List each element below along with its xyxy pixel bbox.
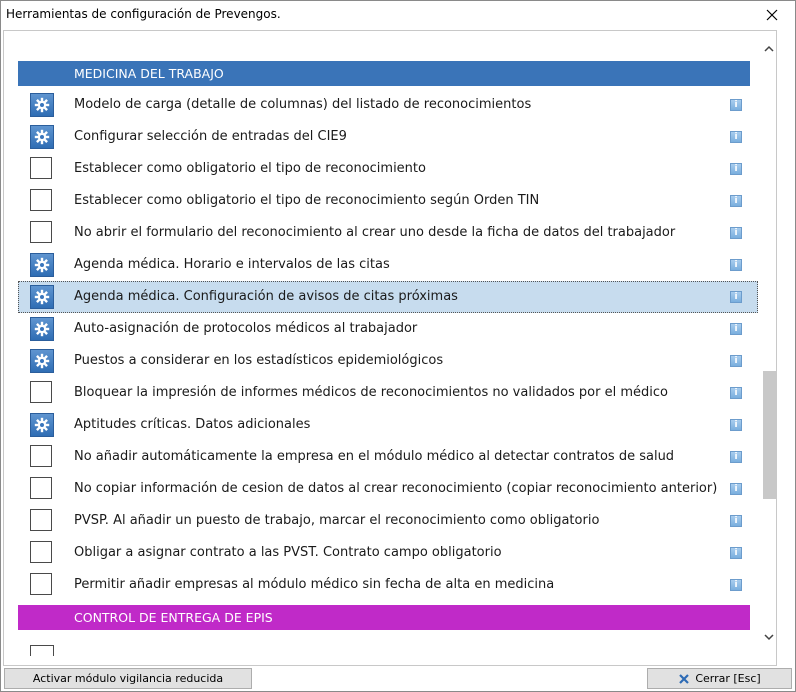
chevron-up-icon bbox=[764, 45, 774, 53]
option-label: Establecer como obligatorio el tipo de reconocimiento según Orden TIN bbox=[74, 193, 540, 208]
gear-icon[interactable] bbox=[30, 253, 54, 277]
activar-button-label: Activar módulo vigilancia reducida bbox=[32, 672, 224, 685]
option-checkbox[interactable] bbox=[30, 221, 52, 243]
option-row[interactable] bbox=[18, 441, 758, 473]
option-row[interactable] bbox=[18, 217, 758, 249]
close-button[interactable] bbox=[749, 1, 795, 29]
option-checkbox[interactable] bbox=[30, 157, 52, 179]
option-row[interactable] bbox=[18, 249, 758, 281]
gear-icon[interactable] bbox=[30, 349, 54, 373]
option-checkbox[interactable] bbox=[30, 573, 52, 595]
info-icon[interactable]: i bbox=[730, 547, 742, 559]
chevron-down-icon bbox=[764, 633, 774, 641]
option-label: Auto-asignación de protocolos médicos al trabajador bbox=[74, 321, 418, 336]
option-label: Permitir añadir empresas al módulo médico sin fecha de alta en medicina bbox=[74, 577, 555, 592]
option-label: PVSP. Al añadir un puesto de trabajo, marcar el reconocimiento como obligatorio bbox=[74, 513, 600, 528]
vertical-scrollbar[interactable] bbox=[762, 31, 776, 665]
cerrar-button[interactable] bbox=[647, 668, 792, 689]
scroll-thumb[interactable] bbox=[763, 371, 776, 499]
info-icon[interactable]: i bbox=[730, 131, 742, 143]
option-row[interactable] bbox=[18, 505, 758, 537]
section-header bbox=[18, 61, 750, 86]
info-icon[interactable]: i bbox=[730, 355, 742, 367]
info-icon[interactable]: i bbox=[730, 483, 742, 495]
option-checkbox[interactable] bbox=[30, 477, 52, 499]
option-row[interactable] bbox=[18, 409, 758, 441]
option-label: Configurar selección de entradas del CIE9 bbox=[74, 129, 347, 144]
gear-icon[interactable] bbox=[30, 317, 54, 341]
scroll-up-button[interactable] bbox=[762, 45, 776, 59]
option-label: Agenda médica. Configuración de avisos de citas próximas bbox=[74, 289, 458, 304]
option-label: Puestos a considerar en los estadísticos epidemiológicos bbox=[74, 353, 444, 368]
option-row[interactable] bbox=[18, 89, 758, 121]
info-icon[interactable]: i bbox=[730, 419, 742, 431]
info-icon[interactable]: i bbox=[730, 291, 742, 303]
section-header bbox=[18, 605, 750, 630]
option-label: Modelo de carga (detalle de columnas) del listado de reconocimientos bbox=[74, 97, 532, 112]
info-icon[interactable]: i bbox=[730, 515, 742, 527]
option-row[interactable] bbox=[18, 537, 758, 569]
gear-icon[interactable] bbox=[30, 285, 54, 309]
info-icon[interactable]: i bbox=[730, 323, 742, 335]
option-row[interactable] bbox=[18, 185, 758, 217]
option-row[interactable] bbox=[18, 121, 758, 153]
info-icon[interactable]: i bbox=[730, 163, 742, 175]
option-label: Bloquear la impresión de informes médicos de reconocimientos no validados por el médico bbox=[74, 385, 668, 400]
option-label: No copiar información de cesion de datos al crear reconocimiento (copiar reconocimiento anterior) bbox=[74, 481, 718, 496]
option-label: No abrir el formulario del reconocimiento al crear uno desde la ficha de datos del trabajador bbox=[74, 225, 676, 240]
options-list bbox=[4, 31, 762, 665]
option-checkbox[interactable] bbox=[30, 509, 52, 531]
gear-icon[interactable] bbox=[30, 413, 54, 437]
section-title: MEDICINA DEL TRABAJO bbox=[74, 66, 224, 81]
option-row[interactable] bbox=[18, 153, 758, 185]
option-row[interactable] bbox=[18, 569, 758, 601]
option-row[interactable] bbox=[18, 281, 758, 313]
info-icon[interactable]: i bbox=[730, 451, 742, 463]
option-label: Establecer como obligatorio el tipo de reconocimiento bbox=[74, 161, 426, 176]
option-row[interactable] bbox=[18, 473, 758, 505]
option-row[interactable] bbox=[18, 377, 758, 409]
option-checkbox[interactable] bbox=[30, 381, 52, 403]
cerrar-button-label: Cerrar [Esc] bbox=[695, 672, 761, 685]
info-icon[interactable]: i bbox=[730, 99, 742, 111]
window-title: Herramientas de configuración de Prevengos. bbox=[6, 7, 281, 21]
gear-icon[interactable] bbox=[30, 93, 54, 117]
info-icon[interactable]: i bbox=[730, 387, 742, 399]
info-icon[interactable]: i bbox=[730, 579, 742, 591]
options-panel bbox=[3, 30, 777, 666]
option-row[interactable] bbox=[18, 345, 758, 377]
section-title: CONTROL DE ENTREGA DE EPIS bbox=[74, 610, 273, 625]
close-icon bbox=[766, 9, 778, 21]
option-checkbox[interactable] bbox=[30, 541, 52, 563]
option-label: Aptitudes críticas. Datos adicionales bbox=[74, 417, 311, 432]
title-bar bbox=[1, 1, 795, 29]
info-icon[interactable]: i bbox=[730, 259, 742, 271]
option-label: No añadir automáticamente la empresa en el módulo médico al detectar contratos de salud bbox=[74, 449, 675, 464]
option-row[interactable] bbox=[18, 313, 758, 345]
gear-icon[interactable] bbox=[30, 125, 54, 149]
scroll-down-button[interactable] bbox=[762, 633, 776, 647]
option-checkbox[interactable] bbox=[30, 189, 52, 211]
activar-vigilancia-reducida-button[interactable] bbox=[4, 668, 252, 689]
info-icon[interactable]: i bbox=[730, 195, 742, 207]
option-label: Obligar a asignar contrato a las PVST. Contrato campo obligatorio bbox=[74, 545, 502, 560]
x-icon bbox=[678, 673, 690, 685]
option-label: Agenda médica. Horario e intervalos de las citas bbox=[74, 257, 390, 272]
info-icon[interactable]: i bbox=[730, 227, 742, 239]
option-checkbox[interactable] bbox=[30, 645, 54, 656]
option-checkbox[interactable] bbox=[30, 445, 52, 467]
